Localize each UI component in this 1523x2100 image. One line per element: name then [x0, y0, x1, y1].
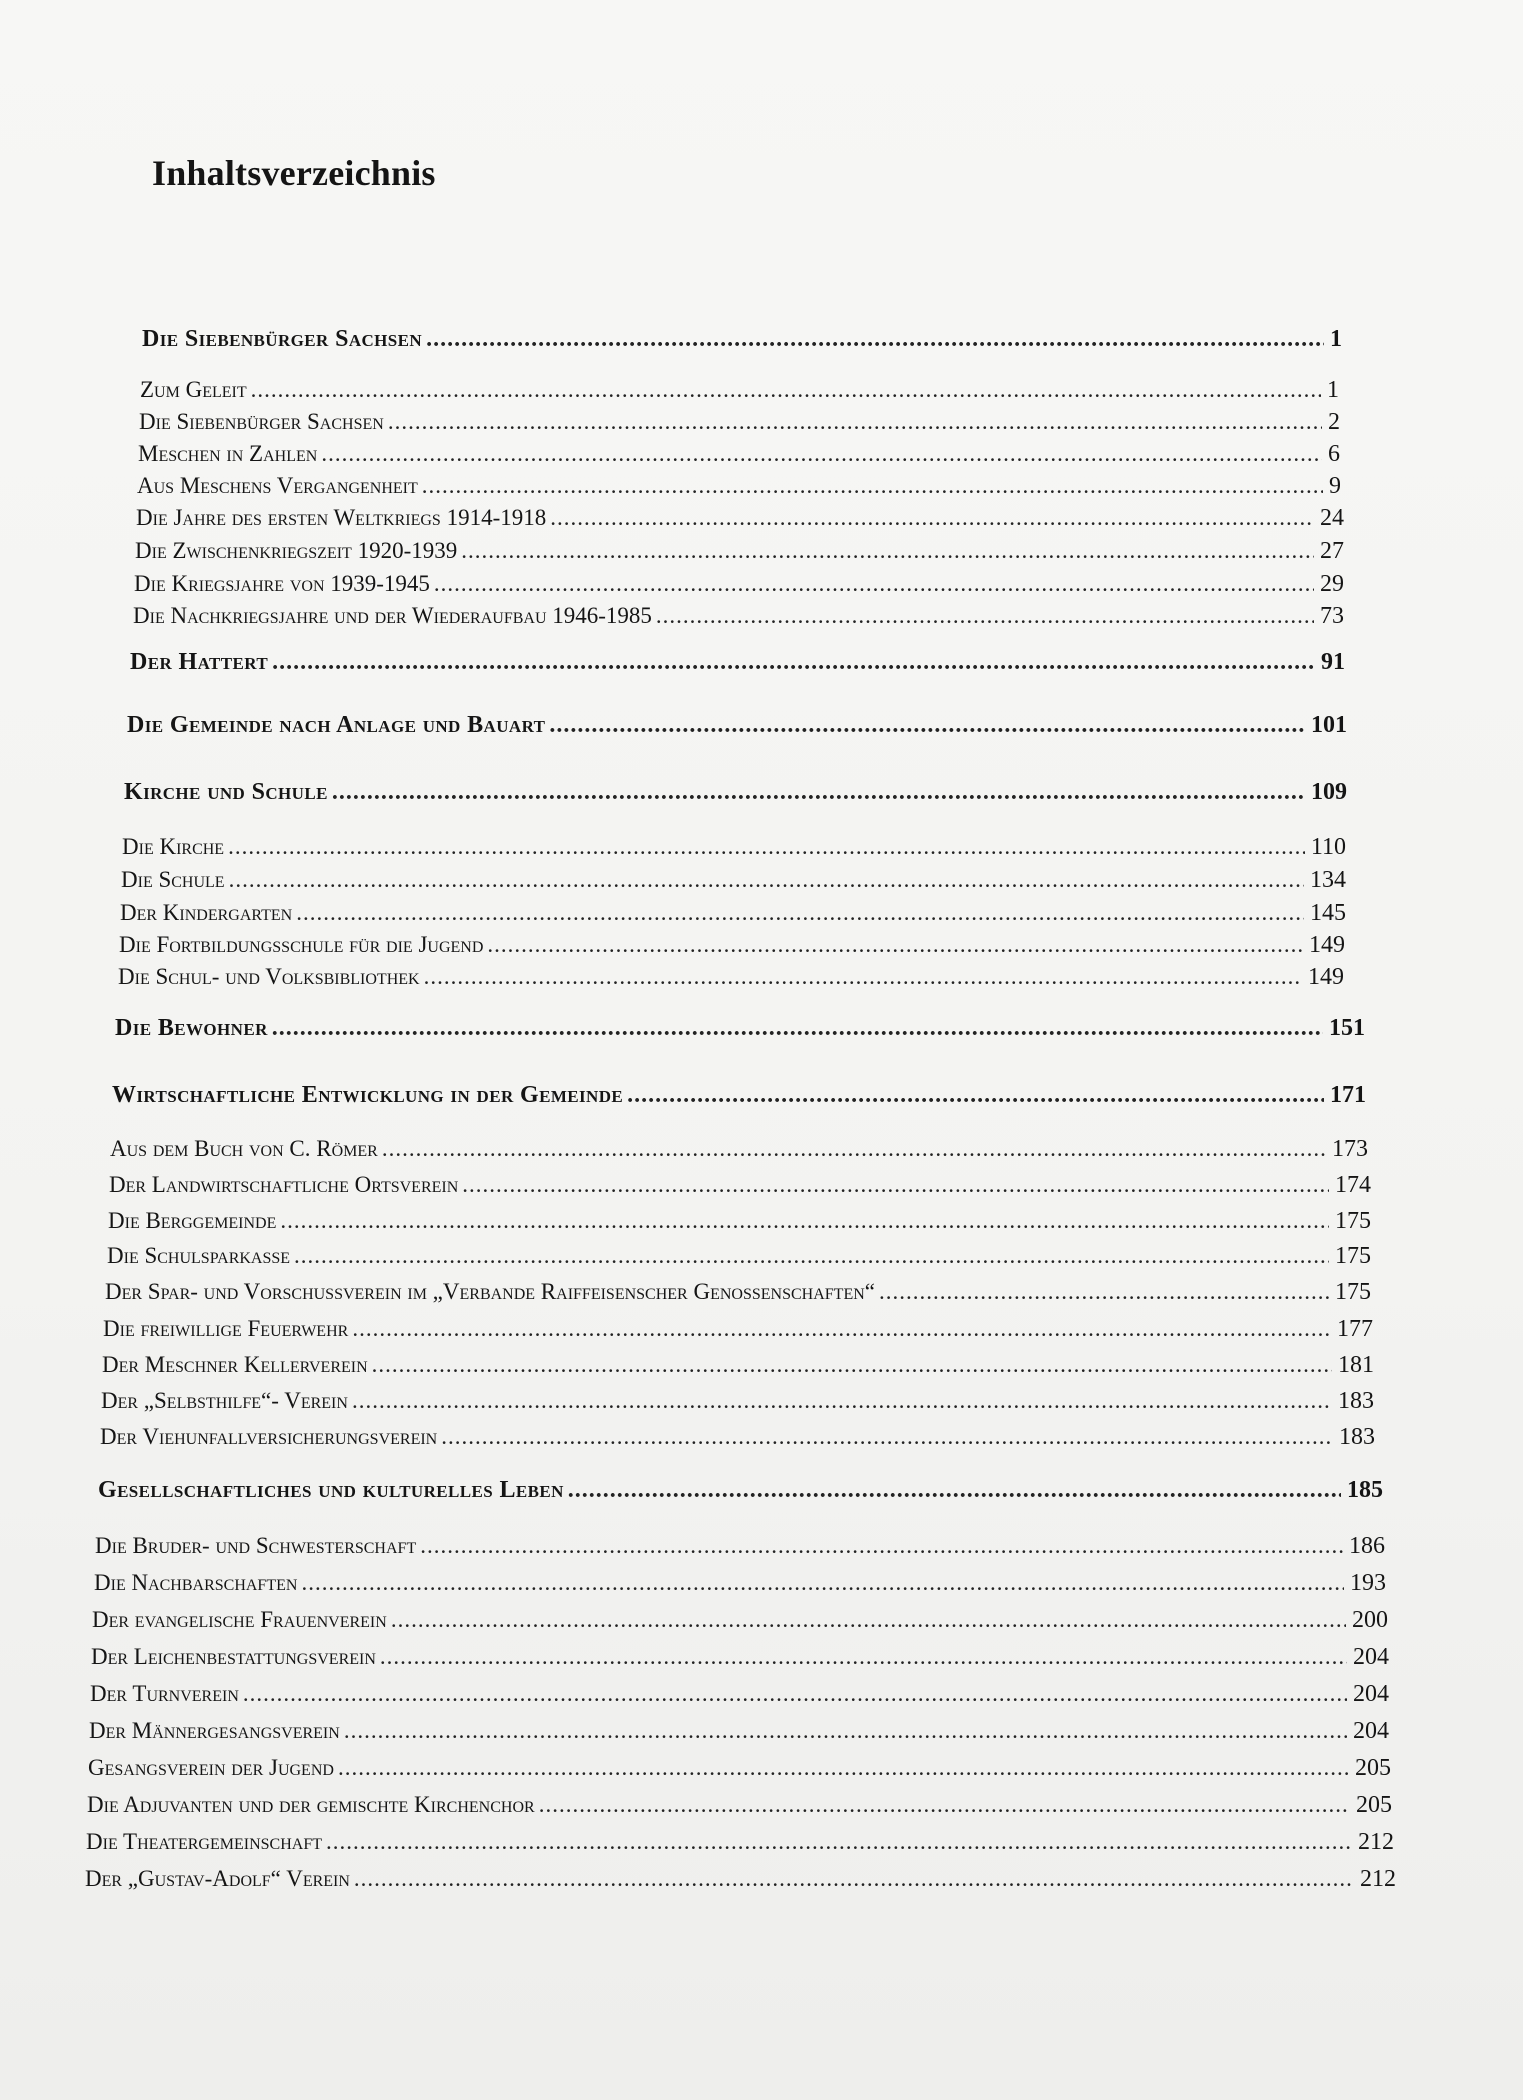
toc-entry-label: Die Bewohner: [115, 1015, 268, 1041]
toc-entry: [105, 1279, 1371, 1306]
toc-leader: [441, 1424, 1333, 1450]
toc-entry-label: Aus Meschens Vergangenheit: [137, 473, 418, 498]
toc-entry-label: Der „Gustav-Adolf“ Verein: [85, 1866, 350, 1891]
toc-leader: [549, 712, 1305, 739]
toc-leader: [462, 1172, 1329, 1198]
toc-leader: [229, 867, 1304, 893]
toc-section: [115, 1015, 1365, 1042]
toc-entry: [110, 1136, 1368, 1163]
toc-leader: [332, 779, 1305, 806]
toc-entry-label: Die Adjuvanten und der gemischte Kirchenchor: [87, 1792, 535, 1817]
toc-entry: [138, 441, 1340, 468]
toc-entry: [119, 932, 1345, 959]
toc-entry: [108, 1208, 1371, 1235]
toc-page-number: 181: [1338, 1352, 1374, 1378]
toc-page-number: 212: [1360, 1866, 1396, 1892]
toc-entry-label: Zum Geleit: [140, 377, 247, 402]
toc-entry-label: Die Jahre des ersten Weltkriegs 1914-1918: [136, 505, 547, 530]
toc-entry-label: Die Kriegsjahre von 1939-1945: [134, 571, 430, 596]
toc-leader: [272, 1015, 1323, 1042]
toc-entry: [107, 1243, 1371, 1270]
toc-leader: [656, 603, 1314, 629]
toc-entry-label: Die Kirche: [122, 834, 225, 859]
toc-page-number: 204: [1353, 1644, 1389, 1670]
toc-page-number: 27: [1320, 538, 1344, 564]
toc-entry-label: Der Landwirtschaftliche Ortsverein: [109, 1172, 459, 1197]
page-title: Inhaltsverzeichnis: [152, 153, 436, 193]
toc-page-number: 183: [1339, 1424, 1375, 1450]
toc-page-number: 110: [1310, 834, 1346, 860]
toc-entry-label: Die Schul- und Volksbibliothek: [118, 964, 420, 989]
toc-page-number: 149: [1309, 932, 1345, 958]
toc-entry-label: Der Turnverein: [90, 1681, 239, 1706]
toc-entry-label: Wirtschaftliche Entwicklung in der Gemeinde: [112, 1082, 624, 1108]
toc-entry: [86, 1829, 1394, 1856]
toc-leader: [391, 1607, 1346, 1633]
toc-leader: [539, 1792, 1350, 1818]
toc-entry: [90, 1681, 1389, 1708]
toc-section: [112, 1082, 1366, 1109]
toc-page-number: 73: [1320, 603, 1344, 629]
toc-entry-label: Aus dem Buch von C. Römer: [110, 1136, 378, 1161]
toc-entry-label: Die Berggemeinde: [108, 1208, 277, 1233]
toc-page-number: 1: [1327, 377, 1339, 403]
toc-page-number: 9: [1329, 473, 1341, 499]
toc-page-number: 29: [1320, 571, 1344, 597]
toc-entry-label: Der „Selbsthilfe“- Verein: [101, 1388, 348, 1413]
toc-entry: [122, 834, 1346, 861]
toc-entry: [102, 1352, 1374, 1379]
toc-page-number: 205: [1356, 1792, 1392, 1818]
toc-leader: [338, 1755, 1349, 1781]
toc-page-number: 185: [1347, 1477, 1383, 1503]
toc-entry: [133, 603, 1344, 630]
toc-page-number: 24: [1320, 505, 1344, 531]
toc-entry-label: Die Nachkriegsjahre und der Wiederaufbau 1946-1985: [133, 603, 652, 628]
toc-page-number: 149: [1308, 964, 1344, 990]
toc-entry: [87, 1792, 1392, 1819]
toc-page-number: 174: [1335, 1172, 1371, 1198]
toc-entry: [100, 1424, 1375, 1451]
toc-section: [130, 649, 1345, 676]
toc-entry: [137, 473, 1341, 500]
toc-entry-label: Die Fortbildungsschule für die Jugend: [119, 932, 484, 957]
toc-entry: [140, 377, 1339, 404]
toc-entry: [136, 505, 1344, 532]
toc-leader: [420, 1533, 1343, 1559]
toc-leader: [321, 441, 1322, 467]
toc-leader: [487, 932, 1303, 958]
toc-page-number: 1: [1330, 326, 1342, 352]
toc-page-number: 175: [1335, 1243, 1371, 1269]
toc-leader: [627, 1082, 1324, 1109]
toc-section: [124, 779, 1347, 806]
toc-entry-label: Die Zwischenkriegszeit 1920-1939: [135, 538, 458, 563]
toc-entry-label: Die Gemeinde nach Anlage und Bauart: [127, 712, 546, 738]
toc-entry: [121, 867, 1346, 894]
toc-leader: [228, 834, 1305, 860]
toc-page-number: 171: [1330, 1082, 1366, 1108]
toc-entry-label: Gesellschaftliches und kulturelles Leben: [98, 1477, 564, 1503]
toc-page-number: 204: [1353, 1718, 1389, 1744]
toc-page-number: 175: [1335, 1279, 1371, 1305]
toc-page-number: 109: [1311, 779, 1347, 805]
toc-leader: [294, 1243, 1329, 1269]
toc-leader: [251, 377, 1321, 403]
toc-leader: [879, 1279, 1329, 1305]
toc-leader: [424, 964, 1302, 990]
toc-entry-label: Der evangelische Frauenverein: [92, 1607, 387, 1632]
toc-leader: [301, 1570, 1344, 1596]
toc-leader: [272, 649, 1315, 676]
toc-page-number: 145: [1310, 900, 1346, 926]
toc-page-number: 183: [1338, 1388, 1374, 1414]
toc-entry-label: Der Meschner Kellerverein: [102, 1352, 368, 1377]
toc-page-number: 2: [1328, 409, 1340, 435]
toc-leader: [380, 1644, 1347, 1670]
toc-leader: [352, 1316, 1331, 1342]
toc-entry: [89, 1718, 1389, 1745]
toc-leader: [352, 1388, 1332, 1414]
toc-entry: [134, 571, 1344, 598]
toc-entry: [103, 1316, 1373, 1343]
toc-entry-label: Kirche und Schule: [124, 779, 328, 805]
toc-entry: [120, 900, 1346, 927]
toc-entry-label: Der Kindergarten: [120, 900, 293, 925]
toc-entry-label: Die Theatergemeinschaft: [86, 1829, 322, 1854]
toc-entry: [135, 538, 1344, 565]
toc-entry-label: Meschen in Zahlen: [138, 441, 318, 466]
toc-page-number: 173: [1332, 1136, 1368, 1162]
toc-leader: [382, 1136, 1326, 1162]
toc-entry-label: Die Schulsparkasse: [107, 1243, 291, 1268]
toc-entry: [109, 1172, 1371, 1199]
toc-entry: [118, 964, 1344, 991]
toc-page-number: 134: [1310, 867, 1346, 893]
toc-entry-label: Der Spar- und Vorschußverein im „Verbande Raiffeisenscher Genossenschaften“: [105, 1279, 875, 1304]
toc-entry: [92, 1607, 1388, 1634]
toc-leader: [344, 1718, 1347, 1744]
toc-leader: [422, 473, 1323, 499]
toc-page-number: 175: [1335, 1208, 1371, 1234]
toc-entry-label: Die Nachbarschaften: [94, 1570, 298, 1595]
toc-entry-label: Die Siebenbürger Sachsen: [139, 409, 384, 434]
toc-entry-label: Der Hattert: [130, 649, 269, 675]
toc-entry-label: Der Viehunfallversicherungsverein: [100, 1424, 438, 1449]
toc-leader: [568, 1477, 1341, 1504]
toc-entry-label: Der Männergesangsverein: [89, 1718, 340, 1743]
toc-page-number: 204: [1353, 1681, 1389, 1707]
toc-entry-label: Die Bruder- und Schwesterschaft: [95, 1533, 417, 1558]
toc-entry: [88, 1755, 1391, 1782]
toc-entry: [94, 1570, 1386, 1597]
toc-leader: [354, 1866, 1354, 1892]
toc-entry: [85, 1866, 1396, 1893]
toc-page-number: 205: [1355, 1755, 1391, 1781]
toc-leader: [372, 1352, 1332, 1378]
toc-entry: [95, 1533, 1385, 1560]
toc-leader: [243, 1681, 1347, 1707]
toc-leader: [426, 326, 1324, 353]
toc-entry-label: Die freiwillige Feuerwehr: [103, 1316, 349, 1341]
toc-section: [142, 326, 1342, 353]
toc-page-number: 6: [1328, 441, 1340, 467]
toc-entry: [101, 1388, 1374, 1415]
toc-entry: [91, 1644, 1389, 1671]
toc-page-number: 101: [1311, 712, 1347, 738]
toc-leader: [388, 409, 1322, 435]
toc-section: [98, 1477, 1383, 1504]
toc-entry-label: Gesangsverein der Jugend: [88, 1755, 334, 1780]
toc-page-number: 177: [1337, 1316, 1373, 1342]
toc-leader: [296, 900, 1304, 926]
toc-entry-label: Der Leichenbestattungsverein: [91, 1644, 376, 1669]
toc-page-number: 186: [1349, 1533, 1385, 1559]
toc-entry-label: Die Siebenbürger Sachsen: [142, 326, 423, 352]
toc-page-number: 200: [1352, 1607, 1388, 1633]
toc-section: [127, 712, 1347, 739]
toc-page-number: 91: [1321, 649, 1345, 675]
toc-leader: [550, 505, 1314, 531]
toc-page-number: 193: [1350, 1570, 1386, 1596]
toc-leader: [434, 571, 1314, 597]
toc-entry-label: Die Schule: [121, 867, 225, 892]
toc-leader: [280, 1208, 1329, 1234]
toc-leader: [326, 1829, 1352, 1855]
toc-leader: [461, 538, 1314, 564]
toc-page-number: 212: [1358, 1829, 1394, 1855]
toc-page-number: 151: [1329, 1015, 1365, 1041]
toc-entry: [139, 409, 1340, 436]
